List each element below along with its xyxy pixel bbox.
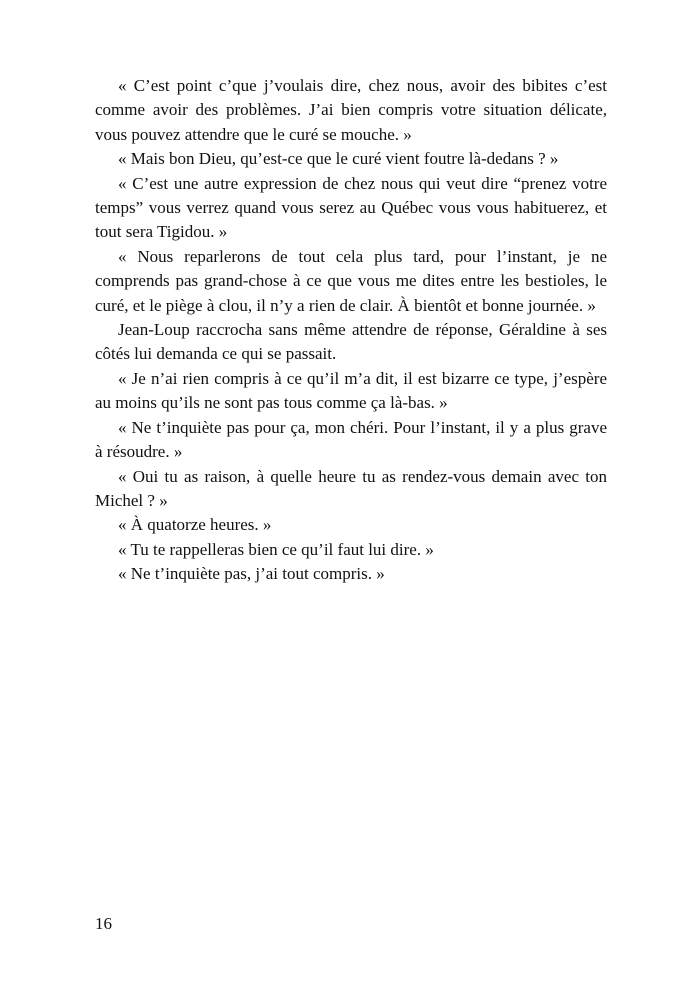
paragraph: « Ne t’inquiète pas pour ça, mon chéri. Pour l’instant, il y a plus grave à résoudre. » xyxy=(95,417,607,462)
paragraph: « Tu te rappelleras bien ce qu’il faut lui dire. » xyxy=(118,539,434,559)
page-number: 16 xyxy=(95,914,112,933)
paragraph: « C’est une autre expression de chez nous qui veut dire “prenez votre temps” vous verrez quand vous serez au Québec vous vous habituerez, et tout sera Tigidou. » xyxy=(95,173,607,242)
paragraph: Jean-Loup raccrocha sans même attendre de réponse, Géraldine à ses côtés lui demanda ce qui se passait. xyxy=(95,320,607,364)
body-text xyxy=(95,74,607,587)
paragraph: « À quatorze heures. » xyxy=(118,515,272,535)
paragraph: « Oui tu as raison, à quelle heure tu as rendez-vous demain avec ton Michel ? » xyxy=(95,466,607,510)
paragraph: « Mais bon Dieu, qu’est-ce que le curé vient foutre là-dedans ? » xyxy=(118,149,559,169)
paragraph: « C’est point c’que j’voulais dire, chez nous, avoir des bibites c’est comme avoir des problèmes. J’ai bien compris votre situation délicate, vous pouvez attendre que le curé se mouche. » xyxy=(95,76,607,144)
paragraph: « Nous reparlerons de tout cela plus tard, pour l’instant, je ne comprends pas grand-chose à ce que vous me dites entre les bestioles, le curé, et le piège à clou, il n’y a rien de clair. À bientôt et bonne journée. » xyxy=(95,246,607,315)
paragraph: « Je n’ai rien compris à ce qu’il m’a dit, il est bizarre ce type, j’espère au moins qu’ils ne sont pas tous comme ça là-bas. » xyxy=(95,368,607,413)
paragraph: « Ne t’inquiète pas, j’ai tout compris. » xyxy=(118,564,385,584)
